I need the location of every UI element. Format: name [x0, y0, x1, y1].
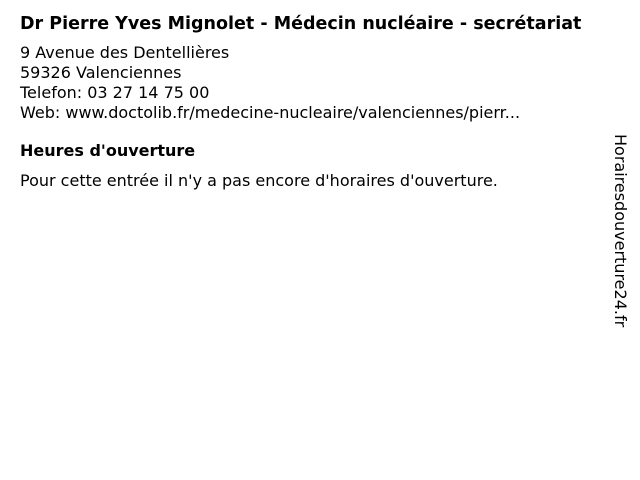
site-watermark: Horairesdouverture24.fr — [611, 134, 630, 328]
street-address: 9 Avenue des Dentellières — [20, 43, 230, 62]
opening-hours-heading: Heures d'ouverture — [20, 141, 196, 160]
website-link[interactable]: Web: www.doctolib.fr/medecine-nucleaire/valenciennes/pierr... — [20, 103, 521, 122]
opening-hours-notice: Pour cette entrée il n'y a pas encore d'horaires d'ouverture. — [20, 171, 498, 190]
listing-content — [20, 13, 600, 191]
page-title: Dr Pierre Yves Mignolet - Médecin nucléaire - secrétariat — [20, 14, 582, 34]
address-block — [20, 43, 600, 123]
phone-number[interactable]: Telefon: 03 27 14 75 00 — [20, 83, 210, 102]
city-postcode: 59326 Valenciennes — [20, 63, 182, 82]
